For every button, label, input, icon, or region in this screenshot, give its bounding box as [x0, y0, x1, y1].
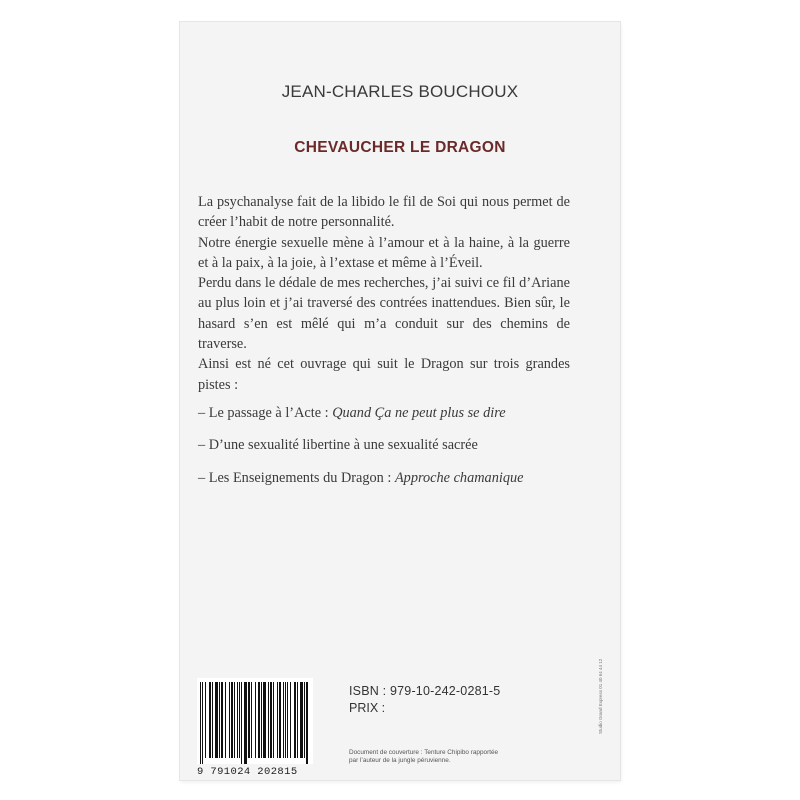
cover-document-line: par l’auteur de la jungle péruvienne.: [349, 757, 451, 764]
book-title: CHEVAUCHER LE DRAGON: [294, 139, 506, 156]
blurb-paragraph: Perdu dans le dédale de mes recherches, j’ai suivi ce fil d’Ariane au plus loin et j’ai traversé des contrées inattendues. Bien sûr, le hasard s’en est mêlé qui m’a conduit sur des chemins de traverse.: [198, 275, 570, 353]
studio-credit: Studio Grand Express 01 40 64 44 12: [598, 658, 603, 734]
piste-item: [198, 403, 570, 423]
book-back-cover: [180, 22, 620, 780]
cover-document-credit: [349, 749, 539, 765]
isbn-barcode: [197, 678, 313, 778]
piste-subtitle: Quand Ça ne peut plus se dire: [332, 404, 506, 421]
isbn-number: ISBN : 979-10-242-0281-5: [349, 684, 501, 698]
piste-label: – Les Enseignements du Dragon :: [198, 469, 395, 486]
price-label: PRIX :: [349, 701, 386, 715]
piste-item: [198, 468, 570, 488]
cover-document-line: Document de couverture : Tenture Chipibo rapportée: [349, 749, 499, 756]
barcode-digits: 9 791024 202815: [197, 766, 298, 778]
blurb-paragraph: Ainsi est né cet ouvrage qui suit le Dragon sur trois grandes pistes :: [198, 356, 570, 393]
blurb-paragraph: Notre énergie sexuelle mène à l’amour et à la haine, à la guerre et à la paix, à la joie, à l’extase et même à l’Éveil.: [198, 234, 570, 271]
piste-subtitle: Approche chamanique: [394, 469, 524, 486]
blurb-text: [198, 192, 570, 488]
barcode-bars: [200, 682, 310, 764]
piste-label: – D’une sexualité libertine à une sexualité sacrée: [198, 437, 478, 454]
blurb-paragraph: La psychanalyse fait de la libido le fil de Soi qui nous permet de créer l’habit de notre personnalité.: [198, 194, 570, 231]
piste-item: [198, 435, 570, 455]
piste-label: – Le passage à l’Acte :: [198, 404, 333, 421]
author-name: JEAN-CHARLES BOUCHOUX: [281, 82, 519, 101]
